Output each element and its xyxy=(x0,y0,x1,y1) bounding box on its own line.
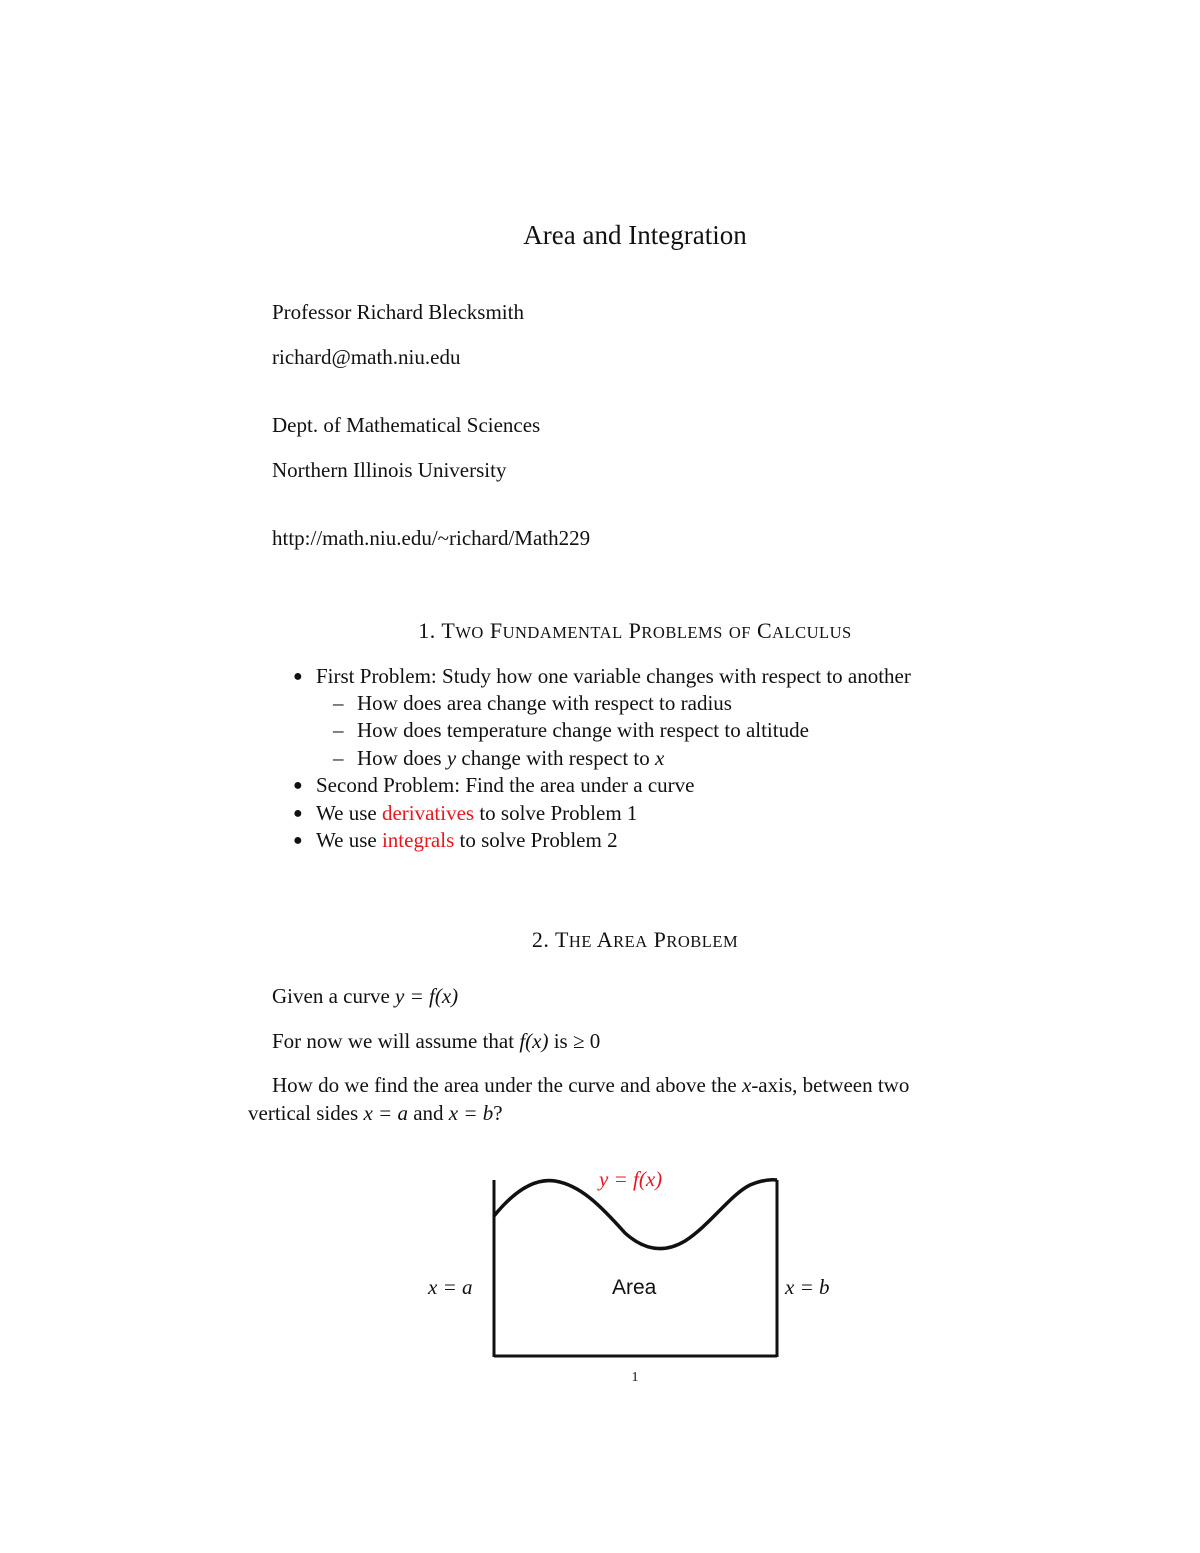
course-url[interactable]: http://math.niu.edu/~richard/Math229 xyxy=(272,526,591,550)
bullet-icon: ● xyxy=(293,805,303,822)
section-1-number: 1. xyxy=(418,618,436,643)
sub-item-y-x: How does y change with respect to x xyxy=(357,746,665,770)
dash-icon: – xyxy=(333,718,344,742)
right-boundary-label: x = b xyxy=(785,1275,830,1299)
section-1-word: FUNDAMENTAL xyxy=(489,618,623,643)
dash-icon: – xyxy=(333,746,344,770)
list-item-first-problem: First Problem: Study how one variable changes with respect to another xyxy=(316,664,911,688)
paragraph-assumption: For now we will assume that f(x) is ≥ 0 xyxy=(272,1029,601,1053)
author-email[interactable]: richard@math.niu.edu xyxy=(272,345,461,369)
integrals-link[interactable]: integrals xyxy=(381,828,455,852)
page-number: 1 xyxy=(631,1370,639,1385)
derivatives-link[interactable]: derivatives xyxy=(381,801,475,825)
section-2-word: PROBLEM xyxy=(653,927,739,952)
left-boundary-label: x = a xyxy=(428,1275,473,1299)
section-1-word: PROBLEMS xyxy=(628,618,723,643)
area-label: Area xyxy=(612,1276,657,1299)
paragraph-question-line1: How do we find the area under the curve and above the x-axis, between two xyxy=(272,1073,910,1097)
author-name: Professor Richard Blecksmith xyxy=(272,300,524,324)
section-2-word: AREA xyxy=(596,927,648,952)
dash-icon: – xyxy=(333,691,344,715)
section-2-number: 2. xyxy=(531,927,550,952)
sub-item-temperature: How does temperature change with respect to altitude xyxy=(357,718,809,742)
bullet-icon: ● xyxy=(293,668,303,685)
sub-item-area-radius: How does area change with respect to radius xyxy=(357,691,732,715)
curve-label: y = f(x) xyxy=(599,1167,663,1191)
bullet-icon: ● xyxy=(293,832,303,849)
section-1-word: TWO xyxy=(441,618,484,643)
list-item-integrals: We use integrals to solve Problem 2 xyxy=(316,828,618,852)
paragraph-given-curve: Given a curve y = f(x) xyxy=(272,984,459,1008)
bullet-icon: ● xyxy=(293,777,303,794)
university: Northern Illinois University xyxy=(272,458,507,482)
paragraph-question-line2: vertical sides x = a and x = b? xyxy=(248,1101,503,1125)
section-1-word: OF xyxy=(728,623,751,642)
page-title: Area and Integration xyxy=(523,220,747,250)
department: Dept. of Mathematical Sciences xyxy=(272,413,541,437)
list-item-second-problem: Second Problem: Find the area under a curve xyxy=(316,773,695,797)
list-item-derivatives: We use derivatives to solve Problem 1 xyxy=(316,801,638,825)
section-1-word: CALCULUS xyxy=(756,618,852,643)
section-2-word: THE xyxy=(554,927,592,952)
